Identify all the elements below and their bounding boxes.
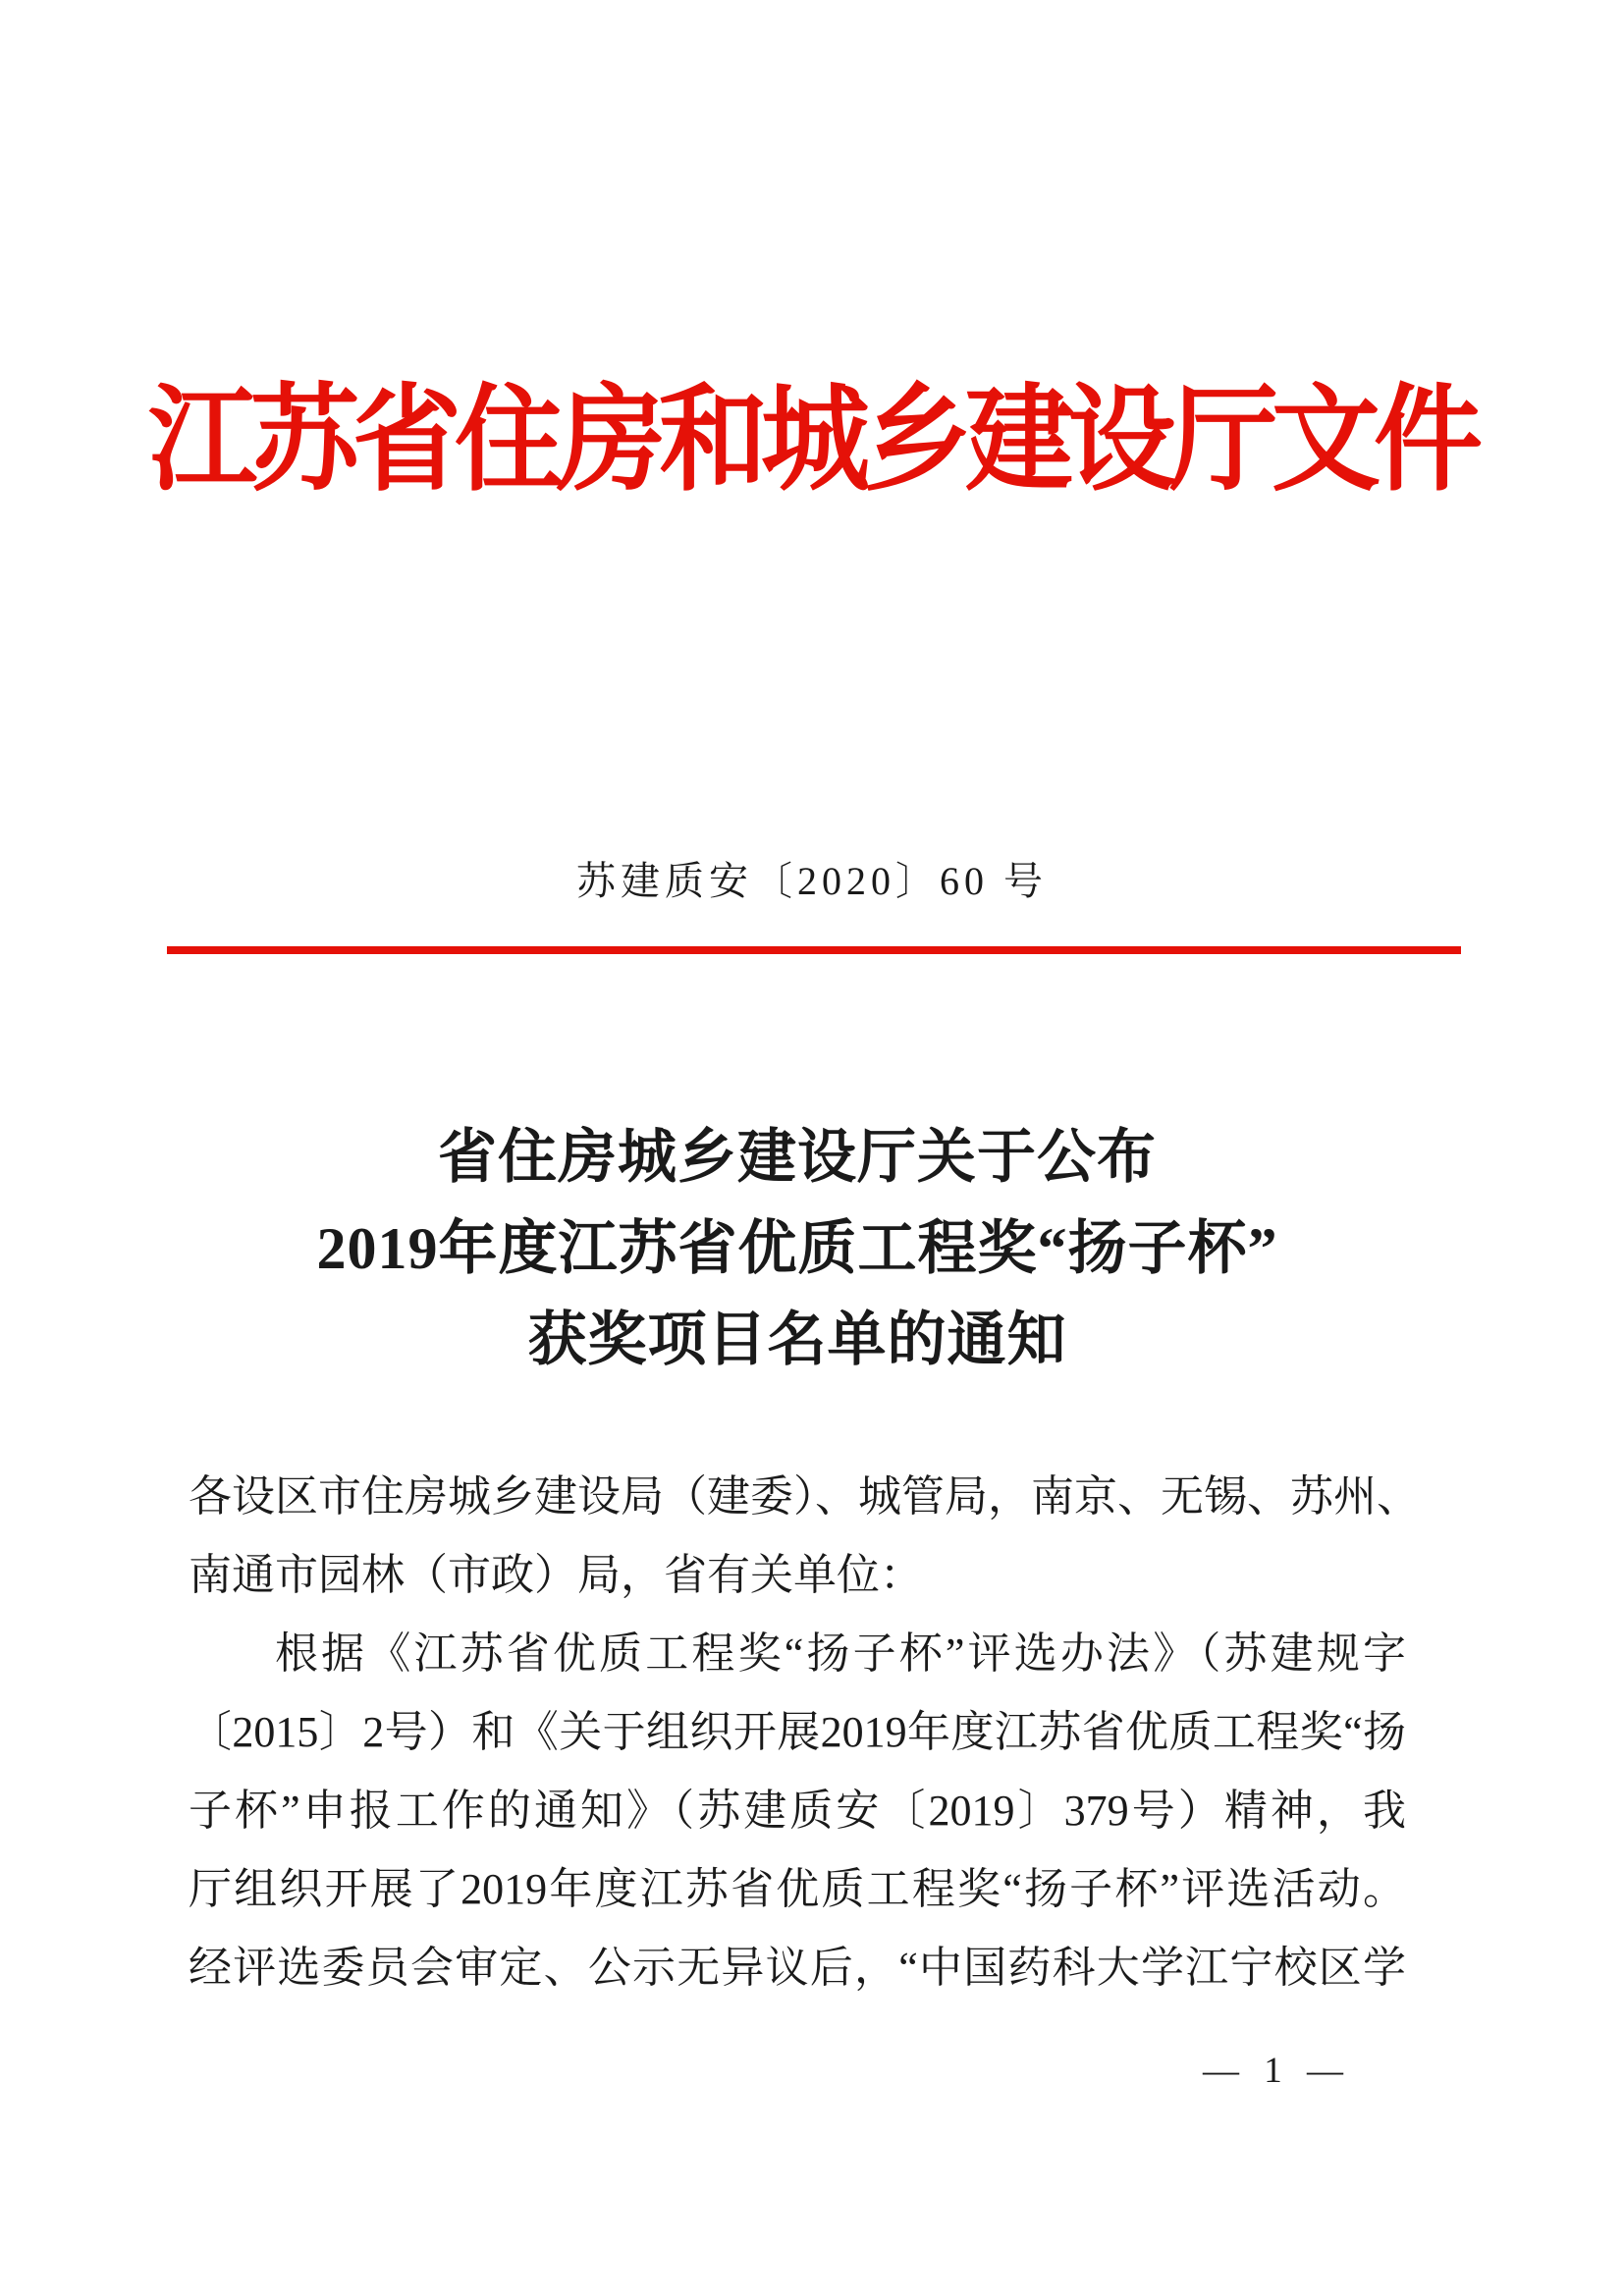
doc-title-line-1: 省住房城乡建设厅关于公布 bbox=[438, 1125, 1157, 1190]
doc-number: 苏建质安〔2020〕60 号 bbox=[576, 859, 1048, 903]
body-line-1: 各设区市住房城乡建设局（建委）、城管局，南京、无锡、苏州、 bbox=[189, 1472, 1420, 1521]
body-line-6: 厅组织开展了2019年度江苏省优质工程奖“扬子杯”评选活动。 bbox=[189, 1865, 1406, 1913]
body-text bbox=[189, 1458, 1420, 2007]
body-line-5: 子杯”申报工作的通知》（苏建质安〔2019〕379号）精神，我 bbox=[189, 1787, 1406, 1835]
body-line-4: 〔2015〕2号）和《关于组织开展2019年度江苏省优质工程奖“扬 bbox=[189, 1708, 1406, 1756]
page-number: — 1 — bbox=[1203, 2051, 1351, 2091]
red-separator-line bbox=[167, 946, 1461, 954]
masthead-title: 江苏省住房和城乡建设厅文件 bbox=[147, 377, 1476, 507]
body-line-2: 南通市园林（市政）局，省有关单位： bbox=[189, 1551, 923, 1599]
doc-title bbox=[189, 1112, 1406, 1386]
doc-title-line-3: 获奖项目名单的通知 bbox=[527, 1308, 1067, 1372]
body-line-7: 经评选委员会审定、公示无异议后，“中国药科大学江宁校区学 bbox=[189, 1944, 1406, 1992]
body-line-3: 根据《江苏省优质工程奖“扬子杯”评选办法》（苏建规字 bbox=[275, 1629, 1406, 1678]
doc-title-line-2: 2019年度江苏省优质工程奖“扬子杯” bbox=[316, 1216, 1278, 1281]
